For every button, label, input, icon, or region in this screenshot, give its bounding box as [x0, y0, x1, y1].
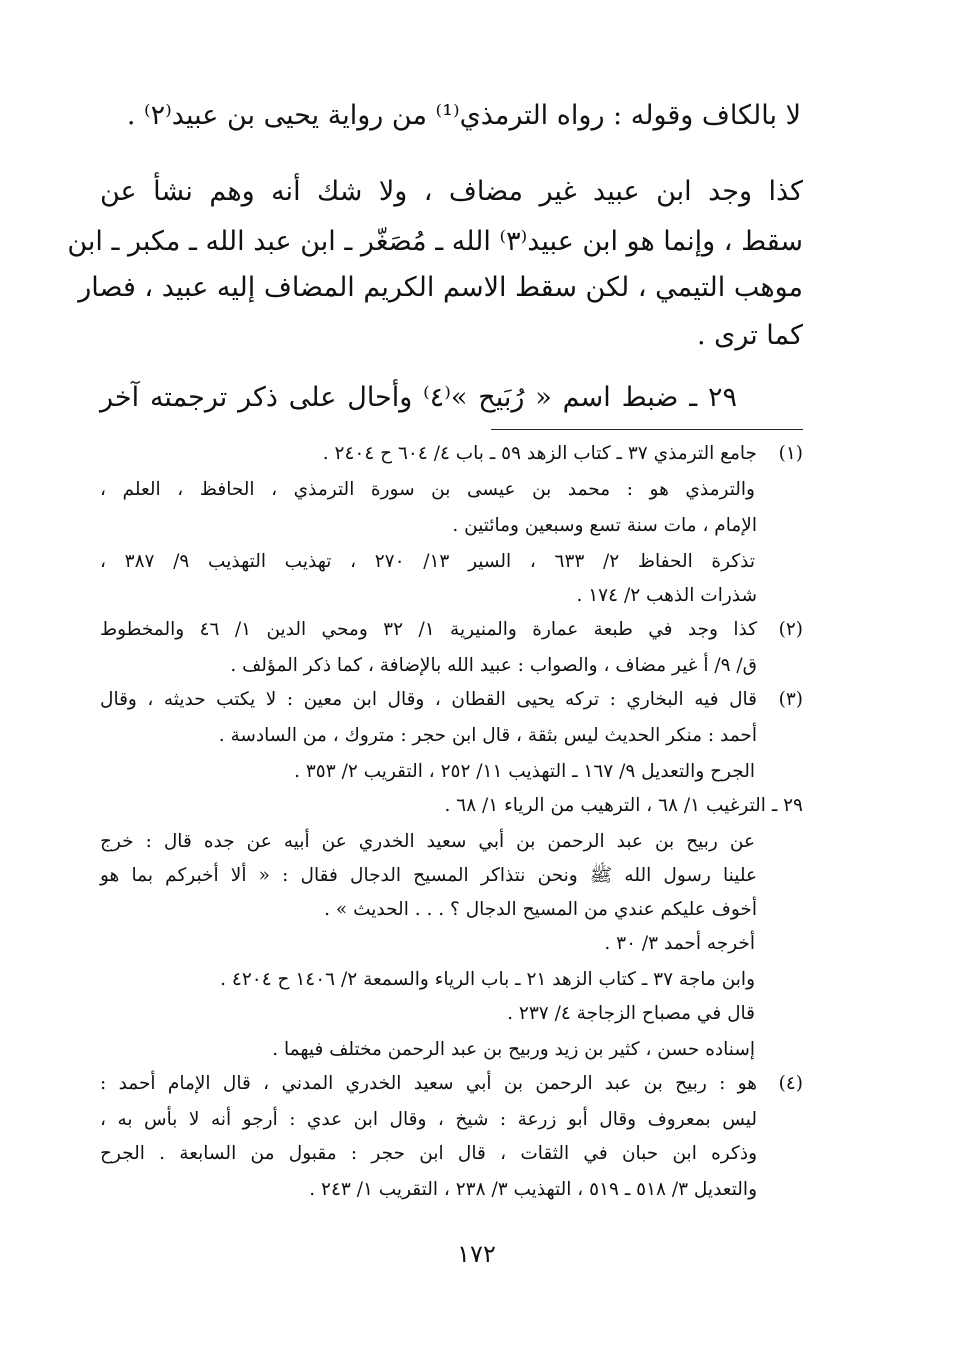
- footnote-2-line-b: ق/ ٩/ أ غير مضاف ، والصواب : عبيد الله بالإضافة ، كما ذكر المؤلف .: [230, 655, 757, 676]
- note-29-line-b: عن ربيح بن عبد الرحمن بن أبي سعيد الخدري عن أبيه عن جده قال : خرج: [100, 831, 755, 852]
- note-29-line-f: وابن ماجة ٣٧ ـ كتاب الزهد ٢١ ـ باب الرياء والسمعة ٢/ ١٤٠٦ ح ٤٢٠٤ .: [220, 969, 755, 990]
- paragraph-line-2: سقط ، وإنما هو ابن عبيد⁽٣⁾ الله ـ مُصَغّر ـ ابن عبد الله ـ مكبر ـ ابن: [67, 226, 803, 257]
- footnote-4-line-b: ليس بمعروف وقال أبو زرعة : شيخ ، وقال ابن عدي : أرجو أنه لا بأس به ،: [100, 1109, 757, 1130]
- paragraph-line-1: كذا وجد ابن عبيد غير مضاف ، ولا شك أنه وهم نشأ عن: [100, 176, 803, 207]
- footnote-1-line-c: الإمام ، مات سنة تسع وسبعين ومائتين .: [452, 515, 757, 536]
- footnote-4-line-c: وذكره ابن حبان في الثقات ، قال ابن حجر : مقبول من السابعة . الجرح: [100, 1143, 757, 1164]
- note-29-line-e: أخرجه أحمد ٣/ ٣٠ .: [604, 933, 755, 954]
- footnote-4-line-a: هو : ربيح بن عبد الرحمن بن أبي سعيد الخدري المدني ، قال الإمام أحمد :: [100, 1073, 757, 1094]
- footnote-3-line-c: الجرح والتعديل ٩/ ١٦٧ ـ التهذيب ١١/ ٢٥٢ ، التقريب ٢/ ٣٥٣ .: [294, 761, 755, 782]
- paragraph-line-4: كما ترى .: [697, 320, 803, 351]
- footnote-1-line-d: تذكرة الحفاظ ٢/ ٦٣٣ ، السير ١٣/ ٢٧٠ ، تهذيب التهذيب ٩/ ٣٨٧ ،: [100, 551, 755, 572]
- note-29-line-c: علينا رسول الله ﷺ ونحن نتذاكر المسيح الدجال فقال : « ألا أخبركم بما هو: [100, 865, 757, 886]
- footnote-3-line-a: قال فيه البخاري : تركه يحيى القطان ، وقال ابن معين : لا يكتب حديثه ، وقال: [100, 689, 757, 710]
- footnote-number-2: (٢): [778, 619, 803, 640]
- paragraph-line-3: موهب التيمي ، لكن سقط الاسم الكريم المضاف إليه عبيد ، فصار: [78, 272, 803, 303]
- footnote-number-4: (٤): [778, 1073, 803, 1094]
- footnote-1-line-e: شذرات الذهب ٢/ ١٧٤ .: [576, 585, 757, 606]
- section-heading-29: ٢٩ ـ ضبط اسم « رُبَيح »⁽٤⁾ وأحال على ذكر ترجمته آخر: [100, 382, 737, 413]
- footnote-number-1: (١): [778, 443, 803, 464]
- footnote-1-line-b: والترمذي هو : محمد بن عيسى بن سورة الترمذي ، الحافظ ، العلم ،: [100, 479, 755, 500]
- note-29-line-a: ٢٩ ـ الترغيب ١/ ٦٨ ، الترهيب من الرياء ١/ ٦٨ .: [444, 795, 803, 816]
- footnote-1-line-a: جامع الترمذي ٣٧ ـ كتاب الزهد ٥٩ ـ باب ٤/ ٦٠٤ ح ٢٤٠٤ .: [322, 443, 757, 464]
- footnote-2-line-a: كذا وجد في طبعة عمارة والمنيرية ١/ ٣٢ ومحي الدين ١/ ٤٦ والمخطوط: [100, 619, 757, 640]
- main-line-1: لا بالكاف وقوله : رواه الترمذي⁽¹⁾ من رواية يحيى بن عبيد⁽٢⁾ .: [126, 100, 801, 131]
- note-29-line-h: إسناده حسن ، كثير بن زيد وربيح بن عبد الرحمن مختلف فيهما .: [272, 1039, 755, 1060]
- footnote-number-3: (٣): [778, 689, 803, 710]
- note-29-line-g: قال في مصباح الزجاجة ٤/ ٢٣٧ .: [507, 1003, 755, 1024]
- page-number: ١٧٢: [457, 1240, 496, 1268]
- footnote-4-line-d: والتعديل ٣/ ٥١٨ ـ ٥١٩ ، التهذيب ٣/ ٢٣٨ ، التقريب ١/ ٢٤٣ .: [309, 1179, 757, 1200]
- footnote-3-line-b: أحمد : منكر الحديث ليس بثقة ، قال ابن حجر : متروك ، من السادسة .: [218, 725, 757, 746]
- note-29-line-d: أخوف عليكم عندي من المسيح الدجال ؟ . . . الحديث » .: [324, 899, 757, 920]
- footnote-separator: [491, 429, 803, 430]
